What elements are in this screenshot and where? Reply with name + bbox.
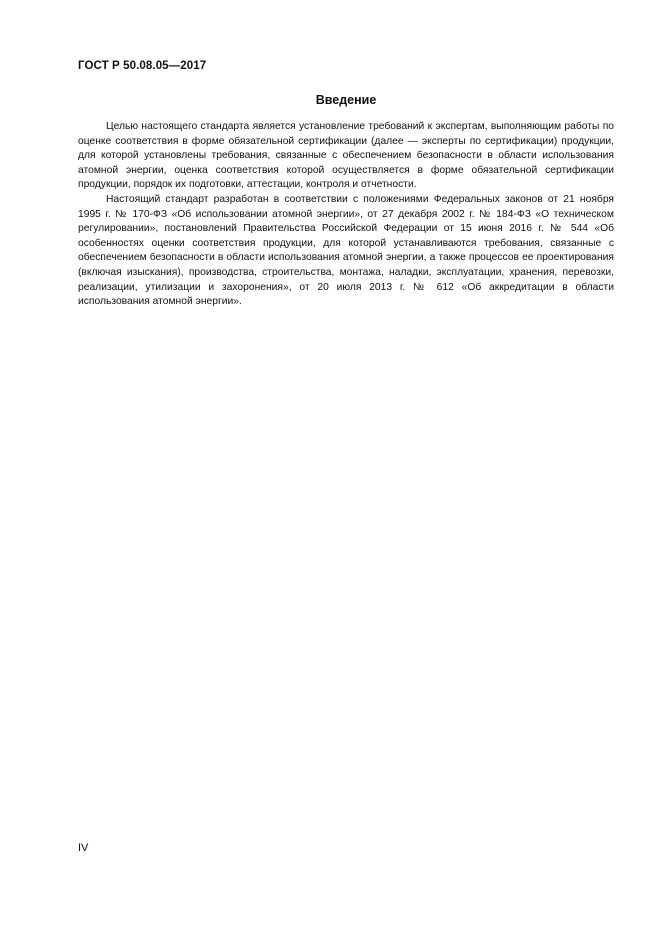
page-number: IV — [78, 842, 89, 854]
paragraph: Настоящий стандарт разработан в соответствии с положениями Федеральных законов от 21 ноября 1995 г. № 170-ФЗ «Об использовании атомной энергии», от 27 декабря 2002 г. № 184-ФЗ «О техническом регулировании», постановлений Правительства Российской Федерации от 15 июня 2016 г. № 544 «Об особенностях оценки соответствия продукции, для которой устанавливаются требования, связанные с обеспечением безопасности в области использования атомной энергии, а также процессов ее проектирования (включая изыскания), производства, строительства, монтажа, наладки, эксплуатации, хранения, перевозки, реализации, утилизации и захоронения», от 20 июля 2013 г. № 612 «Об аккредитации в области использования атомной энергии». — [78, 193, 614, 308]
section-title: Введение — [315, 93, 377, 107]
section-body — [78, 120, 614, 310]
document-code: ГОСТ Р 50.08.05—2017 — [78, 60, 207, 72]
paragraph: Целью настоящего стандарта является установление требований к экспертам, выполняющим работы по оценке соответствия в форме обязательной сертификации (далее — эксперты по сертификации) продукции, для которой установлены требования, связанные с обеспечением безопасности в области использования атомной энергии, оценка соответствия которой осуществляется в форме обязательной сертификации продукции, порядок их подготовки, аттестации, контроля и отчетности. — [78, 121, 614, 191]
